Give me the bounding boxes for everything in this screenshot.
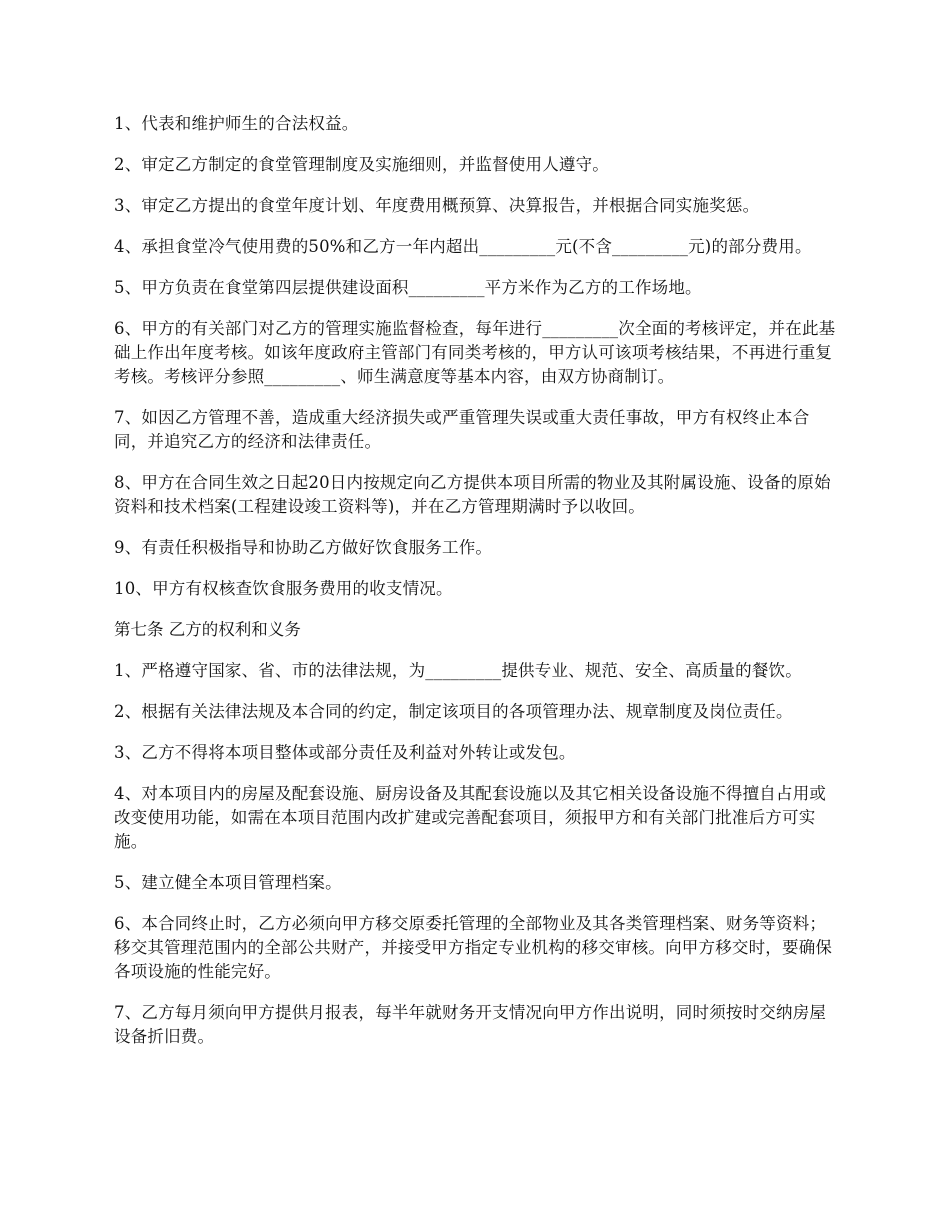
clause-paragraph: 8、甲方在合同生效之日起20日内按规定向乙方提供本项目所需的物业及其附属设施、设备的原始资料和技术档案(工程建设竣工资料等)，并在乙方管理期满时予以收回。 bbox=[114, 473, 831, 516]
clause-paragraph: 5、建立健全本项目管理档案。 bbox=[114, 873, 342, 892]
clause-paragraph: 7、如因乙方管理不善，造成重大经济损失或严重管理失误或重大责任事故，甲方有权终止本合同，并追究乙方的经济和法律责任。 bbox=[114, 408, 810, 451]
document-body bbox=[114, 112, 842, 1066]
clause-paragraph: 6、本合同终止时，乙方必须向甲方移交原委托管理的全部物业及其各类管理档案、财务等资料；移交其管理范围内的全部公共财产，并接受甲方指定专业机构的移交审核。向甲方移交时，要确保各项设施的性能完好。 bbox=[114, 914, 833, 981]
clause-paragraph: 3、审定乙方提出的食堂年度计划、年度费用概预算、决算报告，并根据合同实施奖惩。 bbox=[114, 196, 760, 215]
clause-paragraph: 4、承担食堂冷气使用费的50%和乙方一年内超出_________元(不含_________元)的部分费用。 bbox=[114, 237, 812, 256]
clause-paragraph: 4、对本项目内的房屋及配套设施、厨房设备及其配套设施以及其它相关设备设施不得擅自占用或改变使用功能，如需在本项目范围内改扩建或完善配套项目，须报甲方和有关部门批准后方可实施。 bbox=[114, 784, 827, 851]
clause-paragraph: 2、审定乙方制定的食堂管理制度及实施细则，并监督使用人遵守。 bbox=[114, 155, 609, 174]
clause-paragraph: 6、甲方的有关部门对乙方的管理实施监督检查，每年进行_________次全面的考核评定，并在此基础上作出年度考核。如该年度政府主管部门有同类考核的，甲方认可该项考核结果，不再进行重复考核。考核评分参照_________、师生满意度等基本内容，由双方协商制订。 bbox=[114, 319, 836, 386]
clause-paragraph: 7、乙方每月须向甲方提供月报表，每半年就财务开支情况向甲方作出说明，同时须按时交纳房屋设备折旧费。 bbox=[114, 1003, 827, 1046]
clause-paragraph: 1、严格遵守国家、省、市的法律法规，为_________提供专业、规范、安全、高质量的餐饮。 bbox=[114, 661, 802, 680]
clause-paragraph: 9、有责任积极指导和协助乙方做好饮食服务工作。 bbox=[114, 538, 493, 557]
clause-paragraph: 5、甲方负责在食堂第四层提供建设面积_________平方米作为乙方的工作场地。 bbox=[114, 278, 702, 297]
clause-paragraph: 1、代表和维护师生的合法权益。 bbox=[114, 114, 359, 133]
clause-paragraph: 2、根据有关法律法规及本合同的约定，制定该项目的各项管理办法、规章制度及岗位责任。 bbox=[114, 702, 793, 721]
section-heading: 第七条 乙方的权利和义务 bbox=[114, 620, 301, 639]
clause-paragraph: 3、乙方不得将本项目整体或部分责任及利益对外转让或发包。 bbox=[114, 743, 576, 762]
clause-paragraph: 10、甲方有权核查饮食服务费用的收支情况。 bbox=[114, 579, 453, 598]
